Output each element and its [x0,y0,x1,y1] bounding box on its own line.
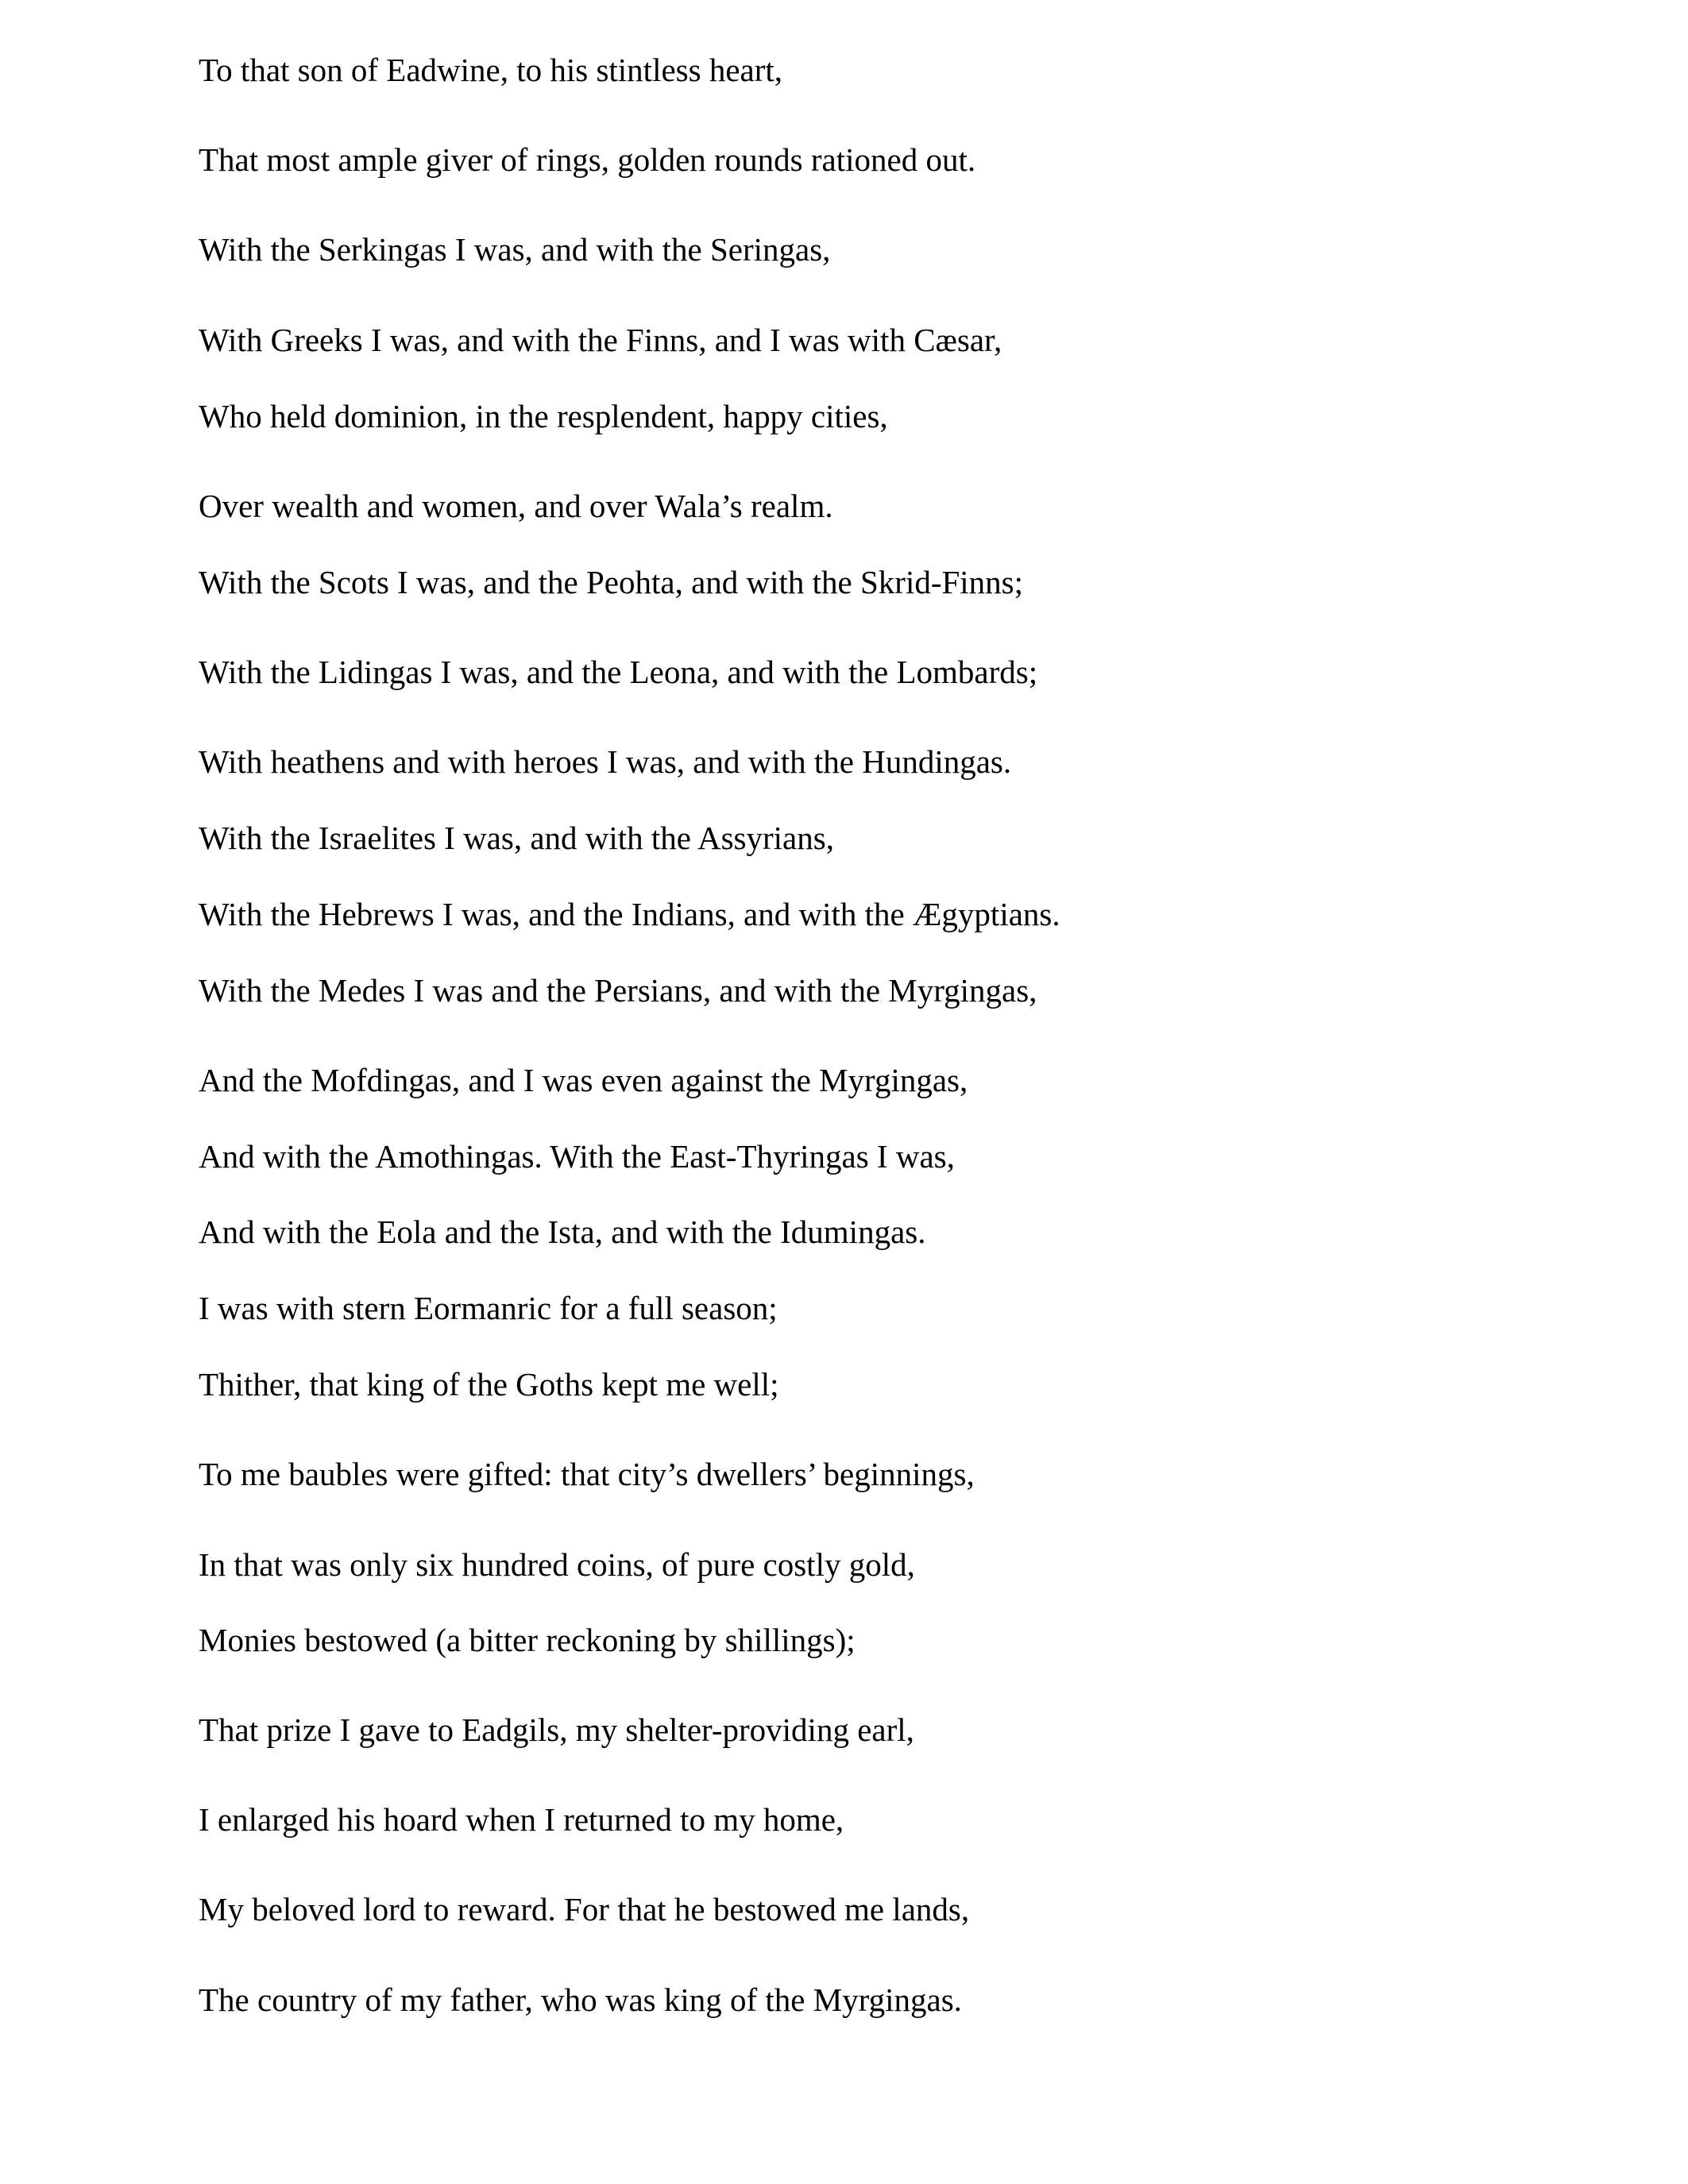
poem-line-15: And with the Eola and the Ista, and with the Idumingas. [199,1214,926,1250]
poem-line-14: And with the Amothingas. With the East-Thyringas I was, [199,1138,955,1175]
poem-line-4: With Greeks I was, and with the Finns, and I was with Cæsar, [199,322,1002,358]
poem-line-13: And the Mofdingas, and I was even against the Myrgingas, [199,1062,968,1098]
poem-line-22: I enlarged his hoard when I returned to my home, [199,1801,844,1838]
poem-line-20: Monies bestowed (a bitter reckoning by shillings); [199,1622,856,1658]
poem-line-1: To that son of Eadwine, to his stintless heart, [199,52,783,88]
poem-line-16: I was with stern Eormanric for a full season; [199,1290,778,1326]
poem-line-5: Who held dominion, in the resplendent, happy cities, [199,398,888,434]
poem-line-7: With the Scots I was, and the Peohta, and with the Skrid-Finns; [199,564,1024,600]
poem-line-2: That most ample giver of rings, golden rounds rationed out. [199,141,976,178]
poem-line-8: With the Lidingas I was, and the Leona, and with the Lombards; [199,654,1038,690]
poem-line-12: With the Medes I was and the Persians, and with the Myrgingas, [199,972,1037,1009]
poem-line-18: To me baubles were gifted: that city’s dwellers’ beginnings, [199,1456,975,1492]
poem-line-3: With the Serkingas I was, and with the Seringas, [199,231,831,268]
poem-line-17: Thither, that king of the Goths kept me well; [199,1366,779,1403]
poem-line-19: In that was only six hundred coins, of pure costly gold, [199,1546,915,1583]
poem-line-6: Over wealth and women, and over Wala’s realm. [199,488,833,524]
poem-line-11: With the Hebrews I was, and the Indians, and with the Ægyptians. [199,896,1060,932]
poem-line-24: The country of my father, who was king of the Myrgingas. [199,1981,962,2018]
poem-line-21: That prize I gave to Eadgils, my shelter-providing earl, [199,1711,914,1748]
poem-line-23: My beloved lord to reward. For that he bestowed me lands, [199,1891,970,1927]
poem-line-9: With heathens and with heroes I was, and with the Hundingas. [199,743,1012,780]
poem-line-10: With the Israelites I was, and with the Assyrians, [199,820,834,856]
